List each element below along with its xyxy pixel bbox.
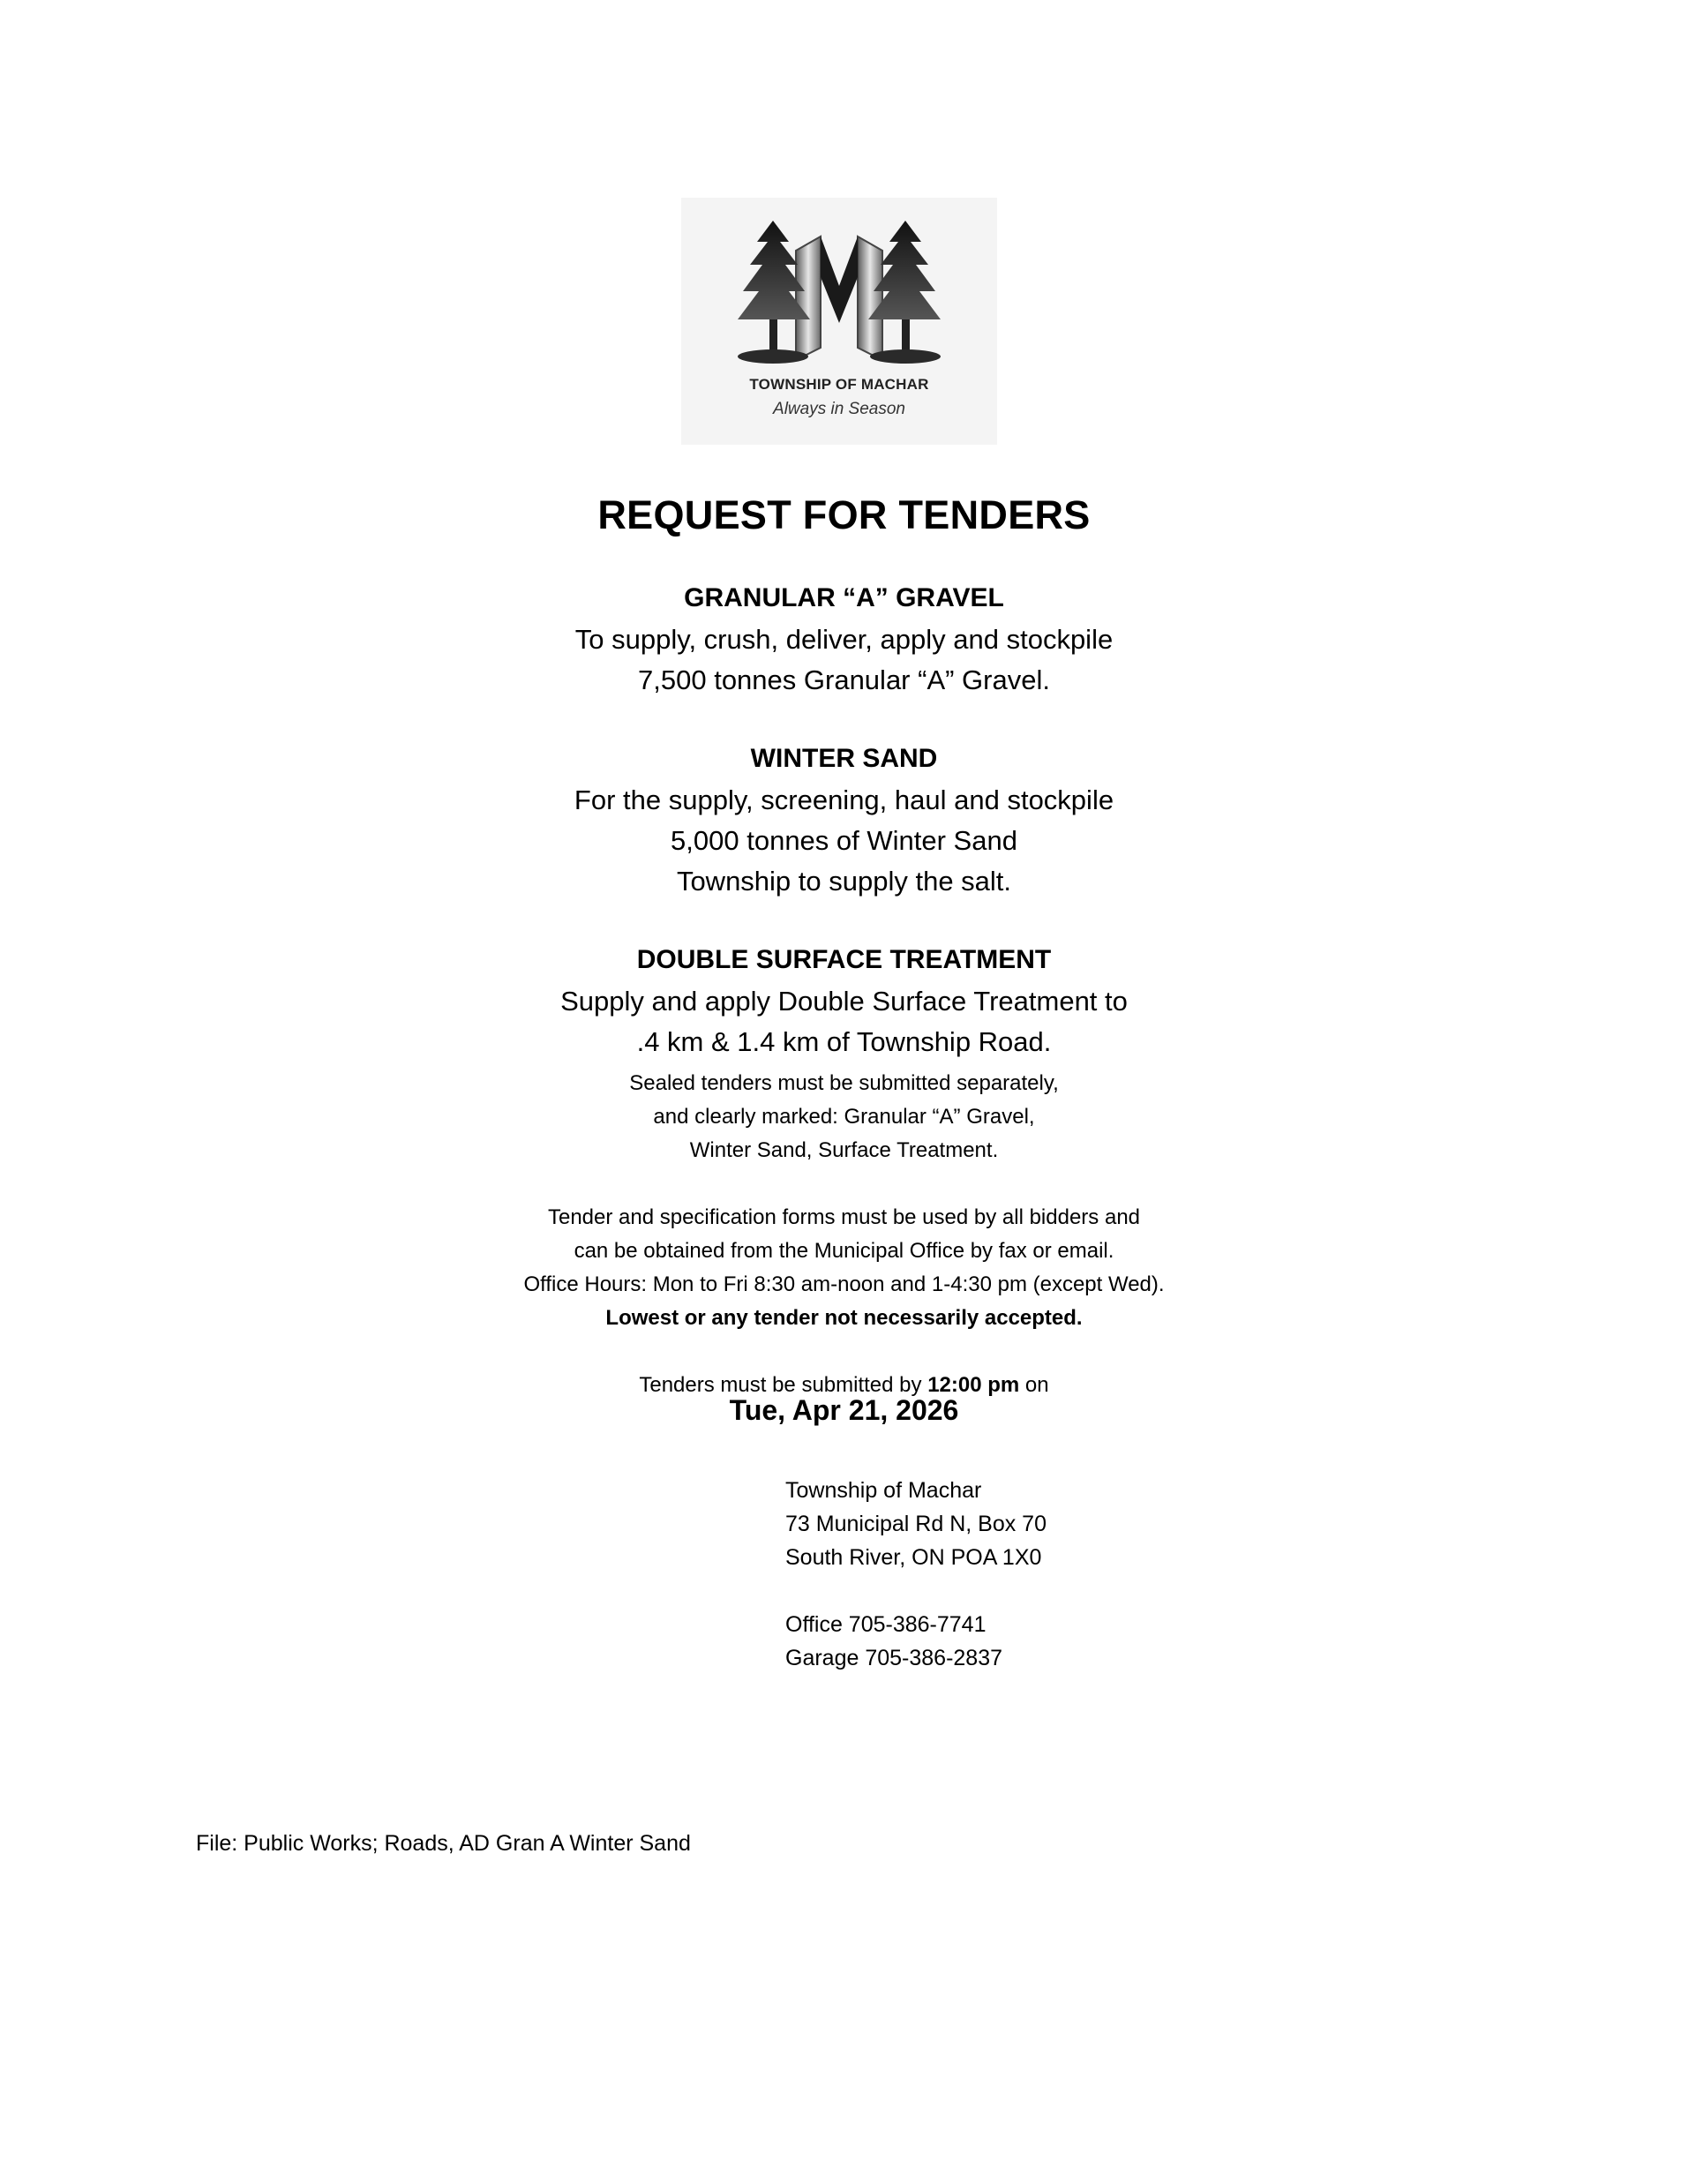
section-heading-gravel: GRANULAR “A” GRAVEL <box>684 583 1004 612</box>
page-title: REQUEST FOR TENDERS <box>597 492 1091 537</box>
address-name: Township of Machar <box>785 1478 982 1503</box>
address-street: 73 Municipal Rd N, Box 70 <box>785 1512 1047 1536</box>
section-line: 7,500 tonnes Granular “A” Gravel. <box>638 664 1050 695</box>
sealed-note-line: Sealed tenders must be submitted separately, <box>629 1071 1059 1095</box>
section-line: .4 km & 1.4 km of Township Road. <box>636 1026 1052 1057</box>
logo-tagline: Always in Season <box>773 400 905 418</box>
deadline-suffix: on <box>1019 1373 1049 1397</box>
section-line: Supply and apply Double Surface Treatment to <box>560 986 1128 1017</box>
instructions-line: can be obtained from the Municipal Office by fax or email. <box>574 1239 1114 1263</box>
township-logo <box>681 198 997 445</box>
section-heading-surface-treatment: DOUBLE SURFACE TREATMENT <box>636 945 1052 974</box>
deadline-prefix: Tenders must be submitted by <box>639 1373 928 1397</box>
logo-name: TOWNSHIP OF MACHAR <box>749 376 929 393</box>
file-reference: File: Public Works; Roads, AD Gran A Winter Sand <box>196 1831 691 1856</box>
deadline-date: Tue, Apr 21, 2026 <box>729 1394 959 1426</box>
deadline-time: 12:00 pm <box>927 1373 1020 1397</box>
section-line: 5,000 tonnes of Winter Sand <box>671 825 1017 856</box>
section-line: Township to supply the salt. <box>676 866 1012 897</box>
address-office-phone: Office 705-386-7741 <box>785 1612 987 1637</box>
section-line: To supply, crush, deliver, apply and stockpile <box>574 624 1114 655</box>
address-garage-phone: Garage 705-386-2837 <box>785 1646 1003 1670</box>
disclaimer: Lowest or any tender not necessarily accepted. <box>605 1306 1083 1330</box>
section-heading-winter-sand: WINTER SAND <box>750 744 938 773</box>
sealed-note-line: and clearly marked: Granular “A” Gravel, <box>653 1105 1035 1129</box>
address-city: South River, ON POA 1X0 <box>785 1545 1042 1570</box>
instructions-line: Tender and specification forms must be used by all bidders and <box>547 1205 1141 1229</box>
sealed-note-line: Winter Sand, Surface Treatment. <box>689 1138 999 1162</box>
section-line: For the supply, screening, haul and stockpile <box>574 784 1114 815</box>
instructions-line: Office Hours: Mon to Fri 8:30 am-noon and 1-4:30 pm (except Wed). <box>523 1272 1165 1296</box>
township-logo-icon <box>734 215 944 374</box>
